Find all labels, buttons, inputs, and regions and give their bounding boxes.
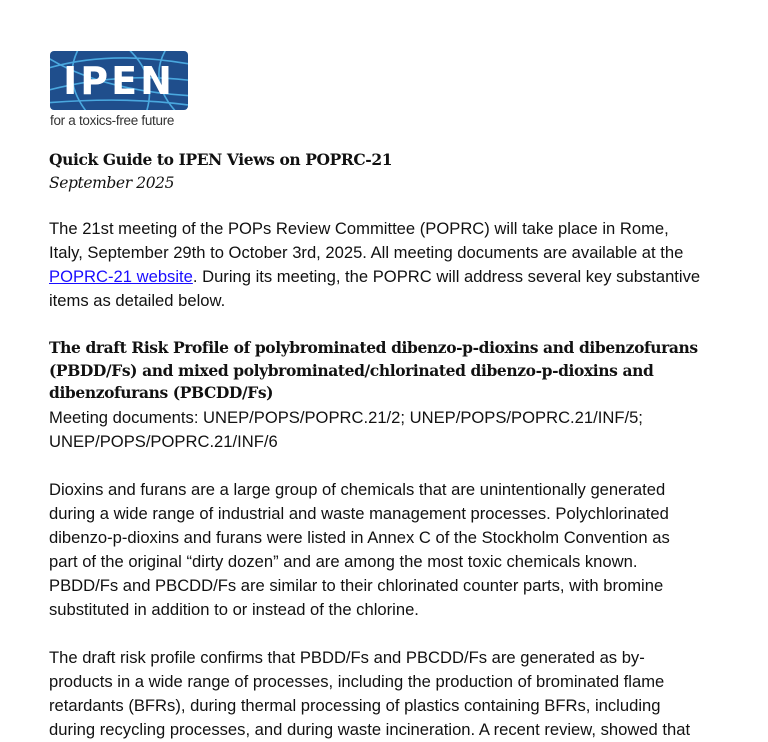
document-page	[49, 50, 729, 742]
meeting-documents-line: Meeting documents: UNEP/POPS/POPRC.21/2; UNEP/POPS/POPRC.21/INF/5;	[49, 407, 643, 427]
intro-line	[49, 265, 729, 289]
intro-line: Italy, September 29th to October 3rd, 2025. All meeting documents are available at the	[49, 243, 684, 262]
poprc-21-website-link[interactable]: POPRC-21 website	[49, 267, 193, 286]
paragraph-line: during a wide range of industrial and waste management processes. Polychlorinated	[49, 503, 669, 523]
paragraph-line: substituted in addition to or instead of the chlorine.	[49, 599, 419, 619]
intro-line: items as detailed below.	[49, 291, 226, 310]
paragraph-line: during recycling processes, and during waste incineration. A recent review, showed that	[49, 719, 691, 739]
dioxins-paragraph	[49, 478, 729, 622]
paragraph-line: dibenzo-p-dioxins and furans were listed in Annex C of the Stockholm Convention as	[49, 527, 670, 547]
ipen-logo	[49, 50, 189, 132]
meeting-documents-line: UNEP/POPS/POPRC.21/INF/6	[49, 431, 278, 451]
logo-tagline: for a toxics-free future	[50, 113, 175, 128]
paragraph-line: part of the original “dirty dozen” and are among the most toxic chemicals known.	[49, 551, 638, 571]
logo-wordmark: IPEN	[63, 59, 175, 103]
document-title: Quick Guide to IPEN Views on POPRC-21	[49, 150, 393, 169]
paragraph-line: products in a wide range of processes, including the production of brominated flame	[49, 671, 665, 691]
section-heading	[49, 337, 729, 405]
section-heading-line: dibenzofurans (PBCDD/Fs)	[49, 383, 274, 402]
meeting-documents	[49, 406, 729, 454]
section-heading-line: (PBDD/Fs) and mixed polybrominated/chlorinated dibenzo-p-dioxins and	[49, 360, 654, 380]
paragraph-line: Dioxins and furans are a large group of chemicals that are unintentionally generated	[49, 479, 666, 499]
paragraph-line: The draft risk profile confirms that PBDD/Fs and PBCDD/Fs are generated as by-	[49, 647, 645, 667]
logo-badge	[50, 51, 188, 110]
paragraph-line: PBDD/Fs and PBCDD/Fs are similar to their chlorinated counter parts, with bromine	[49, 575, 664, 595]
intro-text-after-link: . During its meeting, the POPRC will address several key substantive	[192, 267, 701, 286]
risk-profile-paragraph	[49, 646, 729, 742]
paragraph-line: retardants (BFRs), during thermal processing of plastics containing BFRs, including	[49, 695, 661, 715]
intro-line: The 21st meeting of the POPs Review Committee (POPRC) will take place in Rome,	[49, 219, 669, 238]
intro-paragraph	[49, 217, 729, 313]
document-date: September 2025	[49, 174, 175, 192]
section-heading-line: The draft Risk Profile of polybrominated dibenzo-p-dioxins and dibenzofurans	[49, 338, 698, 357]
